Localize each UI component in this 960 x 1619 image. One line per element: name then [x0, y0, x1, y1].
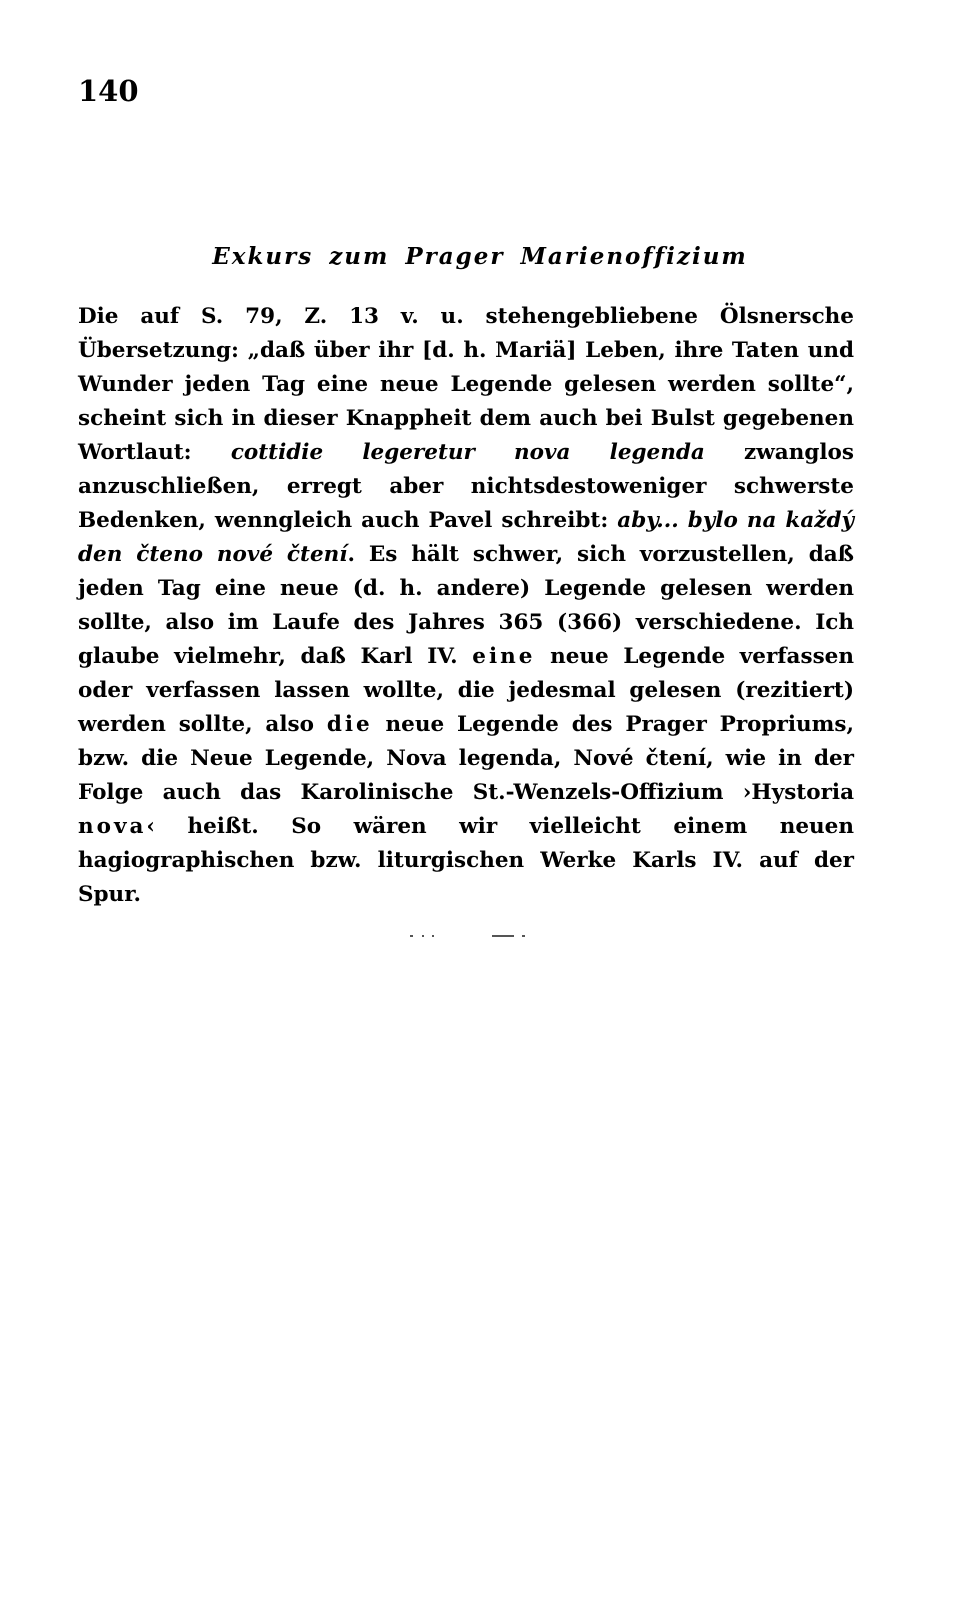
- text-segment-4: neue Legende verfassen oder verfassen lassen wollte, die jedesmal gelesen (rezitiert) werden sollte, also: [78, 644, 854, 737]
- text-segment-3: . Es hält schwer, sich vorzustellen, daß jeden Tag eine neue (d. h. andere) Legende gelesen werden sollte, also im Laufe des Jahres 365 (366) verschiedene. Ich glaube vielmehr, daß Karl IV.: [78, 542, 855, 669]
- text-segment-6: ‹ heißt. So wären wir vielleicht einem neuen hagiographischen bzw. liturgischen Werke Karls IV. auf der Spur.: [78, 814, 854, 907]
- text-segment-2: zwanglos anzuschließen, erregt aber nichtsdestoweniger schwerste Bedenken, wenngleich auch Pavel schreibt:: [78, 440, 854, 533]
- text-segment-1: Die auf S. 79, Z. 13 v. u. stehengebliebene Ölsnersche Übersetzung: „daß über ihr [d. h. Mariä] Leben, ihre Taten und Wunder jeden Tag eine neue Legende gelesen werden sollte“, scheint sich in dieser Knappheit dem auch bei Bulst gegebenen Wortlaut:: [78, 304, 854, 465]
- latin-quote: cottidie legeretur nova legenda: [230, 440, 705, 465]
- page-number: 140: [78, 74, 139, 108]
- text-segment-5: neue Legende des Prager Propriums, bzw. die Neue Legende, Nova legenda, Nové čtení, wie in der Folge auch das Karolinische St.-Wenzels-Offizium ›Hystoria: [78, 712, 855, 805]
- spaced-word-eine: eine: [472, 644, 536, 669]
- section-heading: Exkurs zum Prager Marienoffizium: [212, 243, 748, 270]
- scan-artifact-marks: [410, 932, 530, 940]
- czech-quote: aby... bylo na každý den čteno nové čtení: [78, 508, 854, 567]
- spaced-word-nova: nova: [78, 814, 147, 839]
- body-paragraph: [78, 300, 854, 912]
- spaced-word-die: die: [326, 712, 373, 737]
